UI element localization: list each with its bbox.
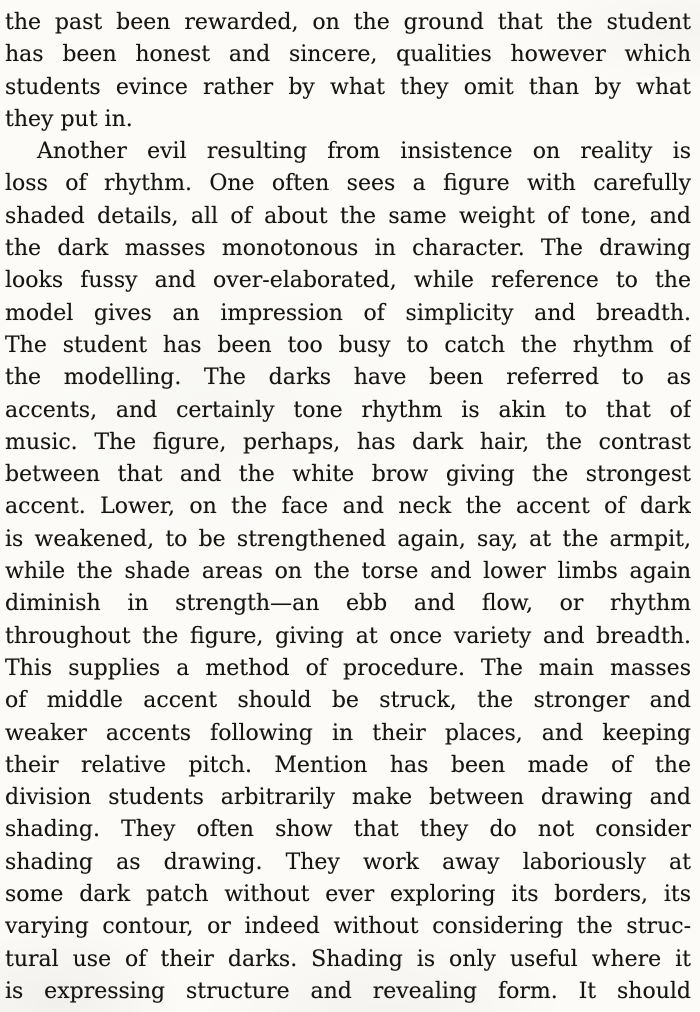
text-line: accent. Lower, on the face and neck the accent of dark (5, 494, 691, 520)
text-line: the dark masses monotonous in character. The drawing (5, 236, 691, 262)
text-line: is weakened, to be strengthened again, say, at the armpit, (5, 526, 691, 552)
body-text (5, 7, 691, 1008)
text-line: their relative pitch. Mention has been made of the (5, 752, 691, 778)
text-line: shaded details, all of about the same weight of tone, and (5, 203, 691, 229)
text-line: they put in. (5, 106, 133, 132)
text-line: division students arbitrarily make between drawing and (5, 785, 691, 811)
text-line: music. The figure, perhaps, has dark hair, the contrast (5, 429, 691, 455)
text-line: between that and the white brow giving the strongest (5, 462, 691, 488)
text-line: looks fussy and over-elaborated, while reference to the (5, 268, 691, 294)
text-line: loss of rhythm. One often sees a figure with carefully (5, 171, 691, 197)
text-line: the past been rewarded, on the ground that the student (5, 10, 691, 35)
text-line: has been honest and sincere, qualities however which (5, 42, 691, 68)
text-line: The student has been too busy to catch the rhythm of (5, 332, 691, 358)
text-line: some dark patch without ever exploring its borders, its (5, 882, 691, 908)
text-line: students evince rather by what they omit than by what (5, 74, 691, 100)
text-line: shading as drawing. They work away laboriously at (5, 849, 691, 875)
text-line: of middle accent should be struck, the stronger and (5, 688, 691, 714)
text-line: throughout the figure, giving at once variety and breadth. (5, 623, 691, 649)
text-line: is expressing structure and revealing form. It should (5, 978, 691, 1004)
text-line: accents, and certainly tone rhythm is akin to that of (5, 397, 691, 423)
text-line: weaker accents following in their places, and keeping (5, 720, 691, 746)
text-line: the modelling. The darks have been referred to as (5, 365, 691, 391)
text-line: while the shade areas on the torse and lower limbs again (5, 559, 691, 585)
text-line: model gives an impression of simplicity and breadth. (5, 300, 691, 326)
text-line: varying contour, or indeed without considering the struc- (5, 914, 691, 940)
text-line: shading. They often show that they do not consider (5, 817, 691, 843)
text-line: tural use of their darks. Shading is only useful where it (5, 946, 691, 972)
text-line: This supplies a method of procedure. The main masses (5, 655, 691, 681)
text-line: Another evil resulting from insistence on reality is (37, 139, 691, 165)
text-line: diminish in strength—an ebb and flow, or rhythm (5, 591, 691, 617)
